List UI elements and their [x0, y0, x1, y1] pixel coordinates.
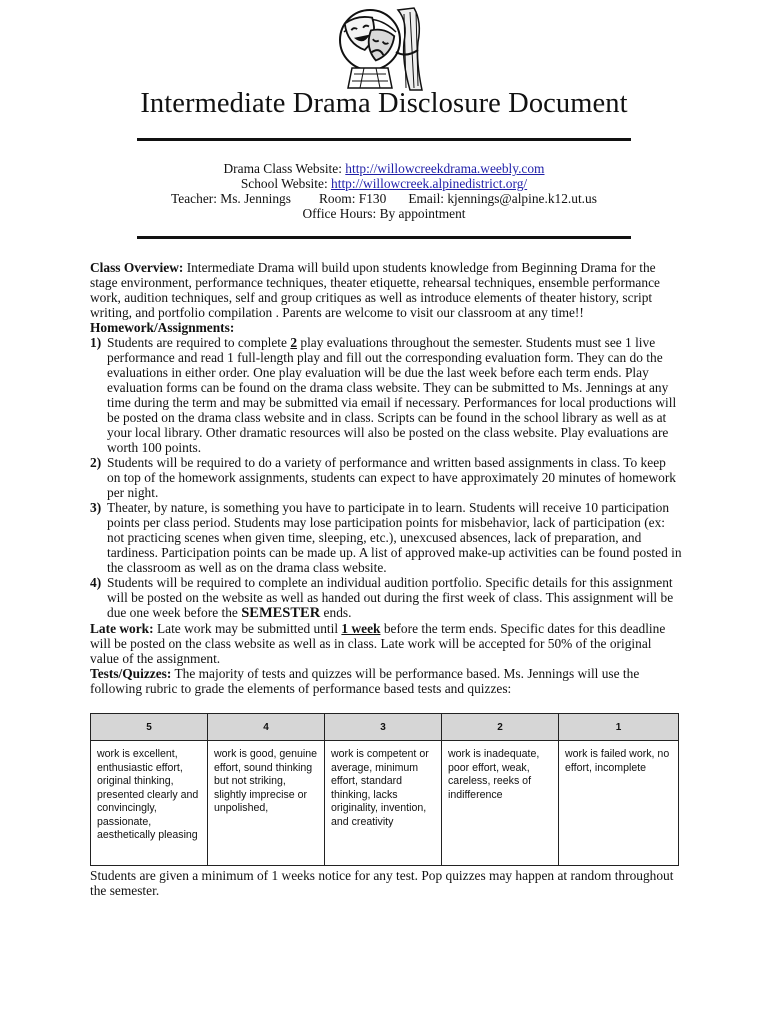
teacher-email: Email: kjennings@alpine.k12.ut.us — [408, 191, 597, 206]
homework-item — [90, 500, 682, 575]
late-work-text: before the term ends. Specific dates for this deadline will be posted on the class website as well as in class. Late work will be accepted for 50% of the original value of the assignment. — [90, 621, 666, 666]
contact-block — [0, 161, 768, 221]
homework-item-number: 2) — [90, 455, 102, 470]
homework-heading: Homework/Assignments: — [90, 320, 235, 335]
homework-item-text: play evaluations throughout the semester. Students must see 1 live performance and read 1 full-length play and fill out the corresponding evaluation form. They can do the evaluations in either order. One play evaluation will be due the last week before each term ends. Play evaluation forms can be found on the drama class website. They can be submitted to Ms. Jennings at any time during the term and may be submitted via email if necessary. Performances for local productions will be posted on the drama class website and in class. Scripts can be found in the school library as well as at your local library. Other dramatic resources will also be posted on the class website. Play evaluations are worth 100 points. — [107, 335, 677, 455]
school-website-link[interactable]: http://willowcreek.alpinedistrict.org/ — [331, 176, 528, 191]
school-website-label: School Website: — [240, 176, 328, 191]
office-hours: Office Hours: By appointment — [302, 206, 466, 221]
rubric-header-cell: 4 — [208, 714, 325, 741]
teacher-line — [0, 191, 768, 206]
tests-quizzes — [90, 666, 682, 696]
tests-quizzes-text: The majority of tests and quizzes will be performance based. Ms. Jennings will use the following rubric to grade the elements of performance based tests and quizzes: — [90, 666, 640, 696]
document-body — [90, 260, 682, 696]
teacher-name: Teacher: Ms. Jennings — [171, 191, 291, 206]
rubric-header-cell: 5 — [91, 714, 208, 741]
homework-item-number: 4) — [90, 575, 102, 590]
homework-item-text: Students will be required to complete an individual audition portfolio. Specific details for this assignment will be posted on the website as well as handed out during the first week of class. This assignment will be due one week before the — [107, 575, 674, 620]
grading-rubric-table — [90, 713, 679, 866]
drama-website-link[interactable]: http://willowcreekdrama.weebly.com — [345, 161, 545, 176]
homework-item-text: Students are required to complete — [107, 335, 291, 350]
rubric-cell: work is good, genuine effort, sound thinking but not striking, slightly imprecise or unpolished, — [208, 741, 325, 866]
semester-emphasis: SEMESTER — [241, 605, 321, 621]
homework-item — [90, 335, 682, 455]
rubric-header-cell: 2 — [442, 714, 559, 741]
rubric-header-row — [91, 714, 679, 741]
room-number: Room: F130 — [318, 191, 387, 206]
drama-website-line — [0, 161, 768, 176]
homework-item-text: ends. — [320, 605, 352, 620]
closing-note: Students are given a minimum of 1 weeks notice for any test. Pop quizzes may happen at random throughout the semester. — [90, 868, 674, 898]
homework-item-number: 3) — [90, 500, 102, 515]
homework-item — [90, 455, 682, 500]
late-work-text: Late work may be submitted until — [153, 621, 342, 636]
homework-item-text: Theater, by nature, is something you have to participate in to learn. Students will receive 10 participation points per class period. Students may lose participation points for misbehavior, lack of participation (ex: not practicing scenes when given time, sleeping, etc.), unexcused absences, lack of preparation, and tardiness. Participation points can be made up. A list of approved make-up activities can be found posted in the classroom as well as on the drama class website. — [107, 500, 682, 575]
rubric-cell: work is competent or average, minimum effort, standard thinking, lacks originality, invention, and creativity — [325, 741, 442, 866]
late-work-label: Late work: — [90, 621, 154, 636]
drama-website-label: Drama Class Website: — [223, 161, 342, 176]
rubric-cell: work is inadequate, poor effort, weak, careless, reeks of indifference — [442, 741, 559, 866]
divider-bottom — [137, 236, 631, 239]
school-website-line — [0, 176, 768, 191]
divider-top — [137, 138, 631, 141]
tests-quizzes-label: Tests/Quizzes: — [90, 666, 172, 681]
evaluation-count: 2 — [290, 335, 298, 350]
homework-item-text: Students will be required to do a variety of performance and written based assignments in class. To keep on top of the homework assignments, students can expect to have approximately 20 minutes of homework per night. — [107, 455, 676, 500]
class-overview-text: Intermediate Drama will build upon students knowledge from Beginning Drama for the stage environment, performance techniques, theater etiquette, rehearsal techniques, ensemble performance work, audition techniques, self and group critiques as well as introduce elements of theater history, script writing, and portfolio compilation . Parents are welcome to visit our classroom at any time!! — [90, 260, 660, 320]
rubric-header-cell: 1 — [559, 714, 679, 741]
class-overview-label: Class Overview: — [90, 260, 184, 275]
homework-list — [90, 335, 682, 621]
theater-masks-icon — [330, 2, 430, 94]
late-work — [90, 621, 682, 666]
late-work-deadline: 1 week — [341, 621, 381, 636]
class-overview — [90, 260, 682, 320]
homework-item — [90, 575, 682, 621]
rubric-header-cell: 3 — [325, 714, 442, 741]
document-title: Intermediate Drama Disclosure Document — [140, 88, 628, 119]
homework-item-number: 1) — [90, 335, 102, 350]
rubric-cell: work is excellent, enthusiastic effort, original thinking, presented clearly and convincingly, passionate, aesthetically pleasing — [91, 741, 208, 866]
rubric-cell: work is failed work, no effort, incomplete — [559, 741, 679, 866]
rubric-row — [91, 741, 679, 866]
